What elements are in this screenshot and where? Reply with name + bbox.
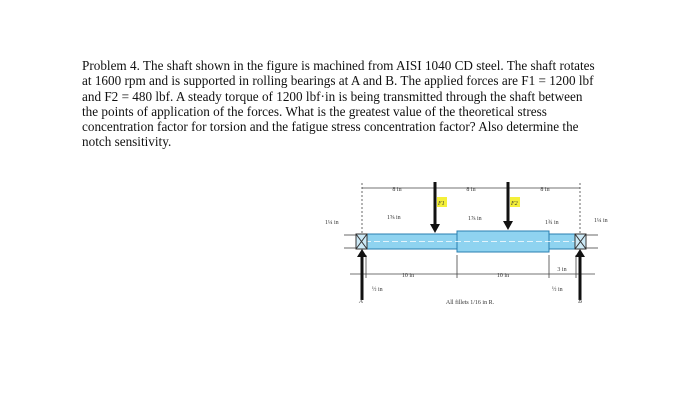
label-f2: F2 [511,201,518,207]
bearing-width-a: ½ in [372,287,383,293]
fillet-note: All fillets 1/16 in R. [445,300,495,306]
problem-line: and F2 = 480 lbf. A steady torque of 1200 lbf·in is being transmitted through the shaft between [82,88,583,104]
bearing-width-b: ½ in [552,287,563,293]
dim-10in-1: 10 in [401,273,415,279]
support-b-label: B [578,299,582,305]
problem-line: the points of application of the forces. What is the greatest value of the theoretical stress [82,103,547,119]
dia-left: 1⅝ in [387,215,401,221]
dim-10in-2: 10 in [496,273,510,279]
dia-b: 1¼ in [594,218,608,224]
dia-a: 1¼ in [325,220,339,226]
force-f2-arrow [507,182,510,223]
dim-8in-1: 8 in [392,187,402,193]
dia-right: 1¾ in [545,220,559,226]
shaft-right-section [549,234,576,249]
dim-3in: 3 in [557,267,567,273]
force-f1-arrow [434,182,437,226]
reaction-a-arrow [361,254,364,300]
support-a-label: A [359,299,363,305]
problem-line: notch sensitivity. [82,134,172,150]
bearing-a-icon [356,234,367,249]
dim-8in-3: 8 in [540,187,550,193]
label-f1: F1 [438,201,445,207]
problem-line: at 1600 rpm and is supported in rolling bearings at A and B. The applied forces are F1 = 1200 lbf [82,73,594,89]
dim-8in-2: 8 in [466,187,476,193]
problem-line: concentration factor for torsion and the fatigue stress concentration factor? Also determine the [82,119,579,135]
bearing-b-icon [575,234,586,249]
dia-middle: 1⅞ in [468,216,482,222]
reaction-b-arrow [579,254,582,300]
problem-line: Problem 4. The shaft shown in the figure is machined from AISI 1040 CD steel. The shaft rotates [82,58,595,73]
